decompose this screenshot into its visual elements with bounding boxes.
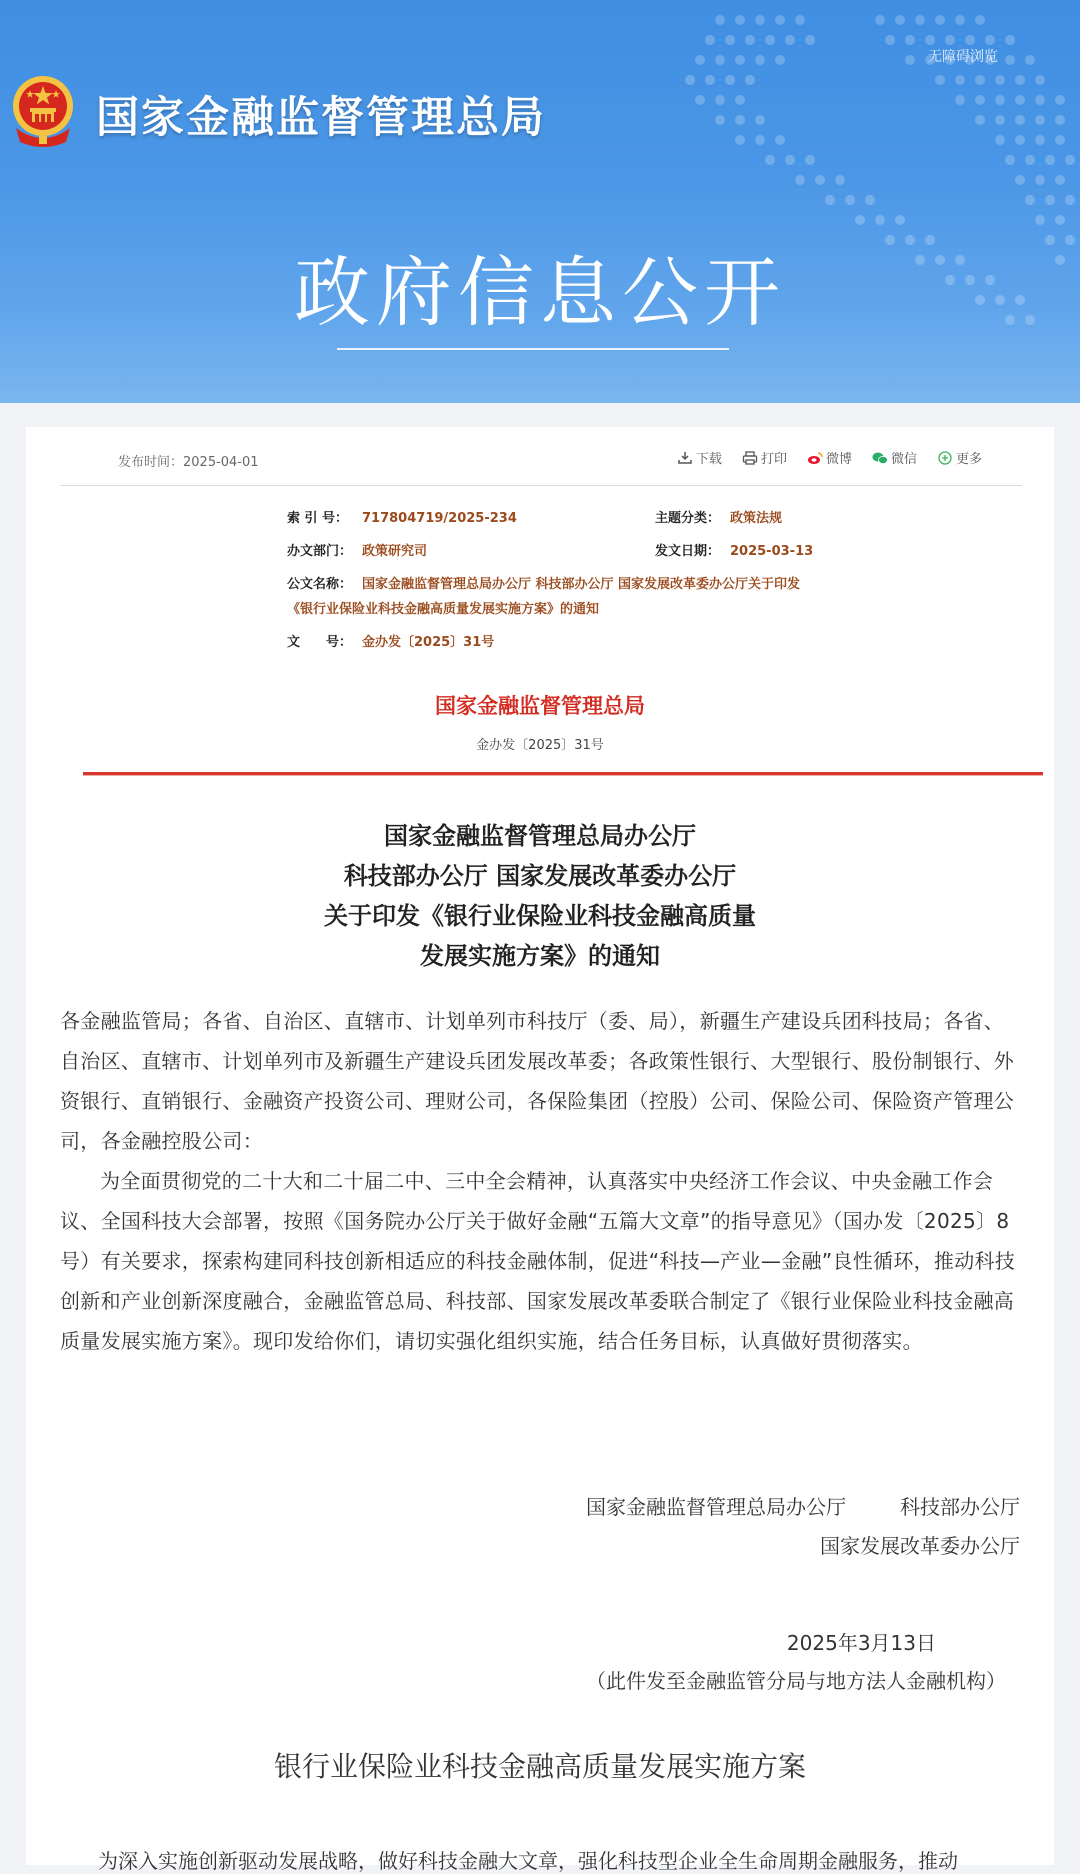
title-line: 国家金融监督管理总局办公厅 (384, 822, 696, 850)
weibo-share-button[interactable] (807, 448, 852, 467)
plan-title: 银行业保险业科技金融高质量发展实施方案 (273, 1750, 806, 1783)
body-paragraph: 为全面贯彻党的二十大和二十届二中、三中全会精神，认真落实中央经济工作会议、中央金融工作会议、全国科技大会部署，按照《国务院办公厅关于做好金融“五篇大文章”的指导意见》（国办发〔2025〕8号）有关要求，探索构建同科技创新相适应的科技金融体制，促进“科技—产业—金融”良性循环，推动科技创新和产业创新深度融合，金融监管总局、科技部、国家发展改革委联合制定了《银行业保险业科技金融高质量发展实施方案》。现印发给你们，请切实强化组织实施，结合任务目标，认真做好贯彻落实。 (60, 1169, 1016, 1353)
addressees-paragraph: 各金融监管局；各省、自治区、直辖市、计划单列市科技厅（委、局），新疆生产建设兵团科技局；各省、自治区、直辖市、计划单列市及新疆生产建设兵团发展改革委；各政策性银行、大型银行、股份制银行、外资银行、直销银行、金融资产投资公司、理财公司，各保险集团（控股）公司、保险公司、保险资产管理公司，各金融控股公司： (60, 1009, 1015, 1153)
plus-circle-icon (937, 451, 953, 465)
document-number: 金办发〔2025〕31号 (476, 738, 604, 753)
download-button[interactable] (677, 448, 722, 467)
meta-document-name-cont: 《银行业保险业科技金融高质量发展实施方案》的通知 (287, 602, 600, 617)
wechat-icon (872, 451, 888, 465)
print-button[interactable] (742, 448, 787, 467)
meta-document-number: 文 号： 金办发〔2025〕31号 (287, 635, 495, 650)
document-body (60, 1001, 1022, 1361)
title-underline (337, 348, 729, 350)
signer-most: 科技部办公厅 (900, 1495, 1020, 1519)
meta-issue-date: 发文日期： 2025-03-13 (655, 544, 814, 559)
header-banner (0, 0, 1080, 403)
decorative-dot-pattern (660, 0, 1080, 403)
content-card (26, 427, 1054, 1873)
distribution-note: （此件发至金融监管分局与地方法人金融机构） (586, 1669, 1006, 1693)
publish-time: 发布时间：2025-04-01 (118, 455, 259, 470)
download-label: 下载 (695, 452, 722, 467)
signer-ndrc: 国家发展改革委办公厅 (820, 1534, 1020, 1558)
site-name[interactable]: 国家金融监督管理总局 (96, 93, 546, 143)
accessibility-link[interactable]: 无障碍浏览 (928, 49, 998, 65)
wechat-label: 微信 (890, 452, 917, 467)
download-icon (677, 451, 693, 465)
meta-department: 办文部门： 政策研究司 (287, 544, 428, 559)
signing-date: 2025年3月13日 (786, 1631, 936, 1655)
national-emblem-icon (10, 72, 76, 148)
more-label: 更多 (955, 452, 982, 467)
red-divider (83, 772, 1043, 775)
wechat-share-button[interactable] (872, 448, 917, 467)
title-line: 科技部办公厅 国家发展改革委办公厅 (343, 862, 737, 890)
document-title (26, 816, 1054, 976)
meta-document-name: 公文名称： 国家金融监督管理总局办公厅 科技部办公厅 国家发展改革委办公厅关于印发 (287, 577, 801, 592)
title-line: 发展实施方案》的通知 (420, 942, 660, 970)
section-title: 政府信息公开 (294, 248, 786, 337)
printer-icon (742, 451, 758, 465)
weibo-icon (807, 451, 823, 465)
weibo-label: 微博 (825, 452, 852, 467)
meta-index: 索 引 号： 717804719/2025-234 (287, 511, 517, 526)
signer-nfra: 国家金融监督管理总局办公厅 (586, 1495, 846, 1519)
more-share-button[interactable] (937, 448, 982, 467)
title-line: 关于印发《银行业保险业科技金融高质量 (324, 902, 756, 930)
print-label: 打印 (760, 452, 787, 467)
article-toolbar (60, 427, 1022, 486)
meta-topic: 主题分类： 政策法规 (655, 511, 783, 526)
share-tools (677, 448, 982, 467)
signers-line (586, 1491, 1020, 1520)
issuer-heading: 国家金融监督管理总局 (435, 694, 645, 718)
plan-first-line: 为深入实施创新驱动发展战略，做好科技金融大文章，强化科技型企业全生命周期金融服务，推动 (98, 1849, 958, 1873)
